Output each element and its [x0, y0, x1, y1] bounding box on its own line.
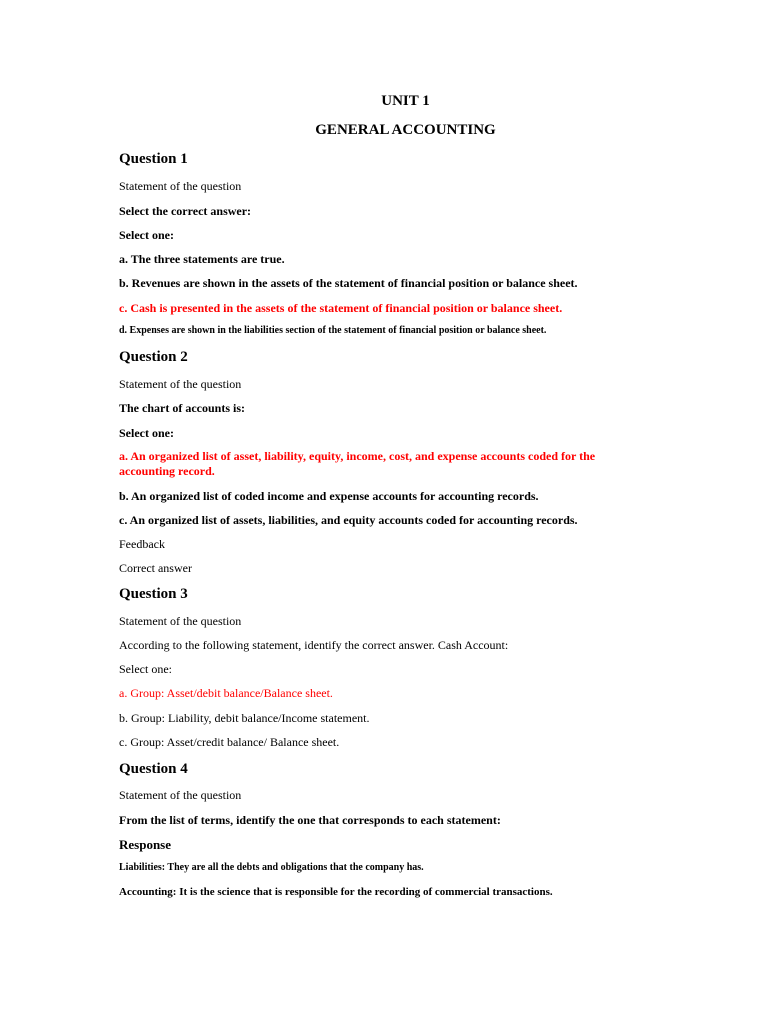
question-2-correct-answer-label: Correct answer: [119, 561, 192, 575]
question-4-heading: Question 4: [119, 761, 188, 777]
unit-title: UNIT 1: [381, 93, 430, 109]
question-1-option-d: d. Expenses are shown in the liabilities section of the statement of financial position or balance sheet.: [119, 325, 547, 336]
question-3-option-b: b. Group: Liability, debit balance/Income statement.: [119, 711, 370, 725]
question-2-heading: Question 2: [119, 349, 188, 365]
question-3-option-a-correct: a. Group: Asset/debit balance/Balance sheet.: [119, 686, 333, 700]
question-1-heading: Question 1: [119, 151, 188, 167]
question-3-option-c: c. Group: Asset/credit balance/ Balance sheet.: [119, 735, 340, 749]
question-3-prompt: According to the following statement, identify the correct answer. Cash Account:: [119, 638, 509, 652]
question-1-prompt: Select the correct answer:: [119, 204, 252, 218]
question-4-prompt: From the list of terms, identify the one that corresponds to each statement:: [119, 813, 501, 827]
question-3-select-one: Select one:: [119, 662, 172, 676]
question-1-option-c-correct: c. Cash is presented in the assets of the statement of financial position or balance sheet.: [119, 301, 563, 315]
question-2-option-c: c. An organized list of assets, liabilities, and equity accounts coded for accounting records.: [119, 513, 578, 527]
question-1-option-b: b. Revenues are shown in the assets of the statement of financial position or balance sheet.: [119, 276, 578, 290]
question-1-option-a: a. The three statements are true.: [119, 252, 285, 266]
question-2-select-one: Select one:: [119, 426, 174, 440]
question-4-response-label: Response: [119, 837, 172, 852]
question-2-statement-label: Statement of the question: [119, 377, 242, 391]
question-2-option-b: b. An organized list of coded income and expense accounts for accounting records.: [119, 489, 539, 503]
question-2-feedback-label: Feedback: [119, 537, 165, 551]
question-2-option-a-correct: a. An organized list of asset, liability, equity, income, cost, and expense accounts coded for the accounting record.: [119, 449, 596, 478]
question-2-prompt: The chart of accounts is:: [119, 401, 245, 415]
question-4-answer-liabilities: Liabilities: They are all the debts and obligations that the company has.: [119, 862, 424, 873]
question-1-select-one: Select one:: [119, 228, 174, 242]
question-4-statement-label: Statement of the question: [119, 788, 242, 802]
question-3-heading: Question 3: [119, 586, 188, 602]
question-1-statement-label: Statement of the question: [119, 179, 242, 193]
subject-title: GENERAL ACCOUNTING: [315, 122, 496, 138]
question-4-answer-accounting: Accounting: It is the science that is responsible for the recording of commercial transactions.: [119, 886, 553, 898]
question-3-statement-label: Statement of the question: [119, 614, 242, 628]
